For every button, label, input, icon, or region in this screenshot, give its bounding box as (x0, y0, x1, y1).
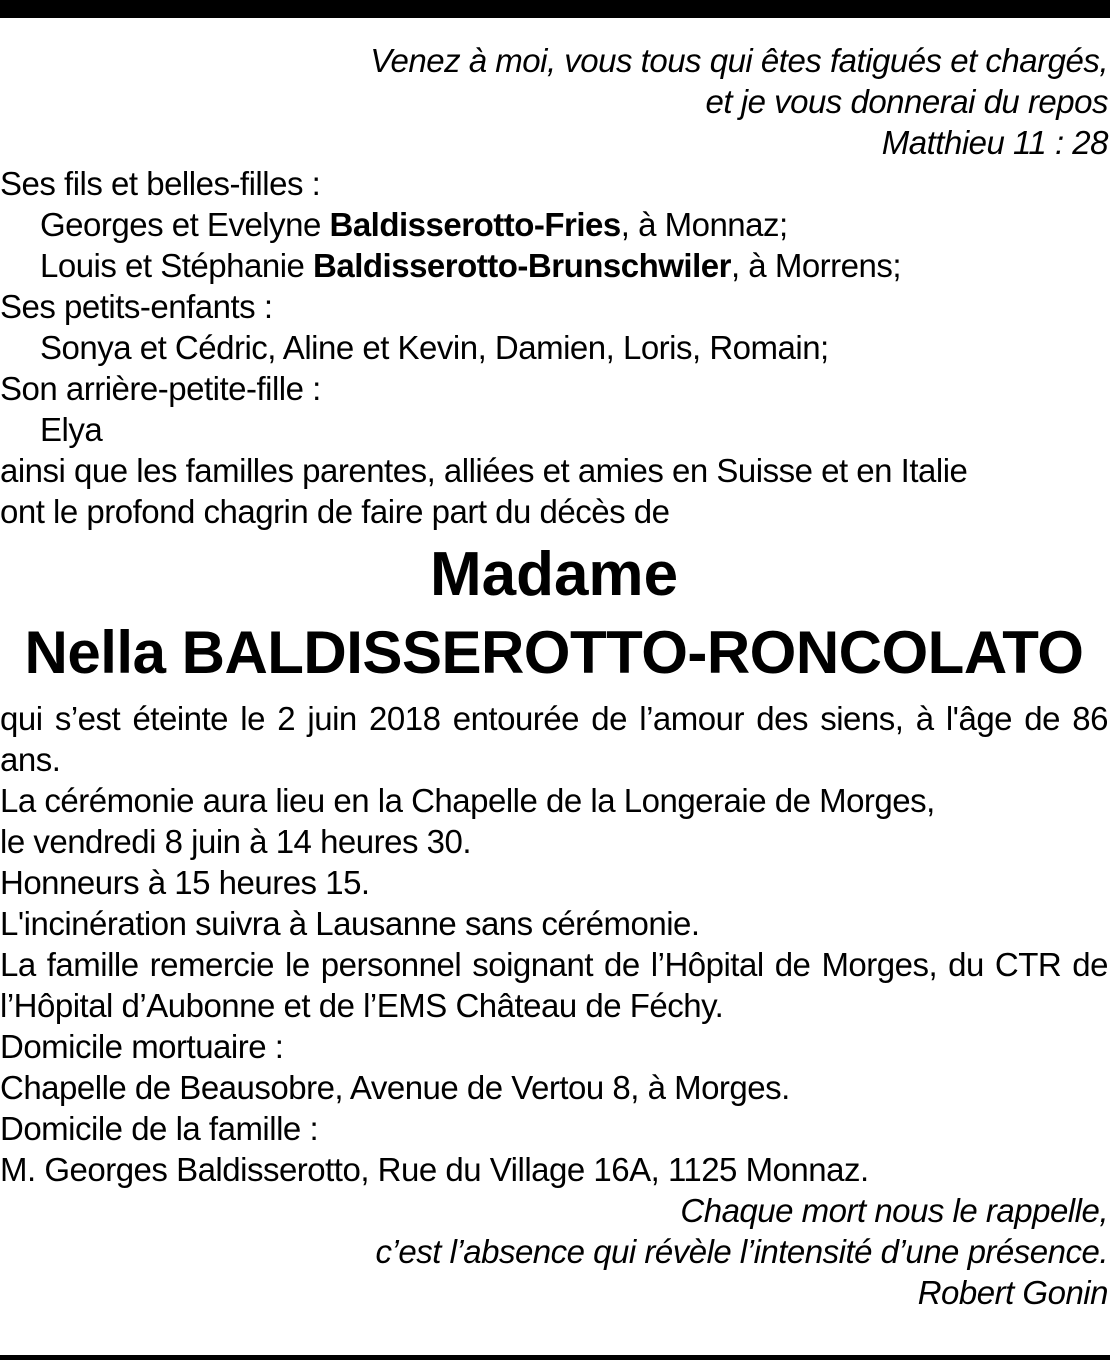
son-2-surname: Baldisserotto-Brunschwiler (313, 247, 731, 284)
closing-quote-author: Robert Gonin (917, 1274, 1108, 1311)
great-grandchild-heading: Son arrière-petite-fille : (0, 370, 321, 407)
son-2-names: Louis et Stéphanie (40, 247, 314, 284)
son-1-surname: Baldisserotto-Fries (329, 206, 621, 243)
son-1-place: , à Monnaz; (620, 206, 788, 243)
closing-quote-line-2: c’est l’absence qui révèle l’intensité d’une présence. (375, 1233, 1108, 1270)
notice-content (0, 40, 1108, 1313)
funeral-details (0, 698, 1108, 1190)
son-2-entry (0, 245, 1108, 286)
relatives-line-2: ont le profond chagrin de faire part du décès de (0, 493, 670, 530)
relatives-line-1: ainsi que les familles parentes, alliées et amies en Suisse et en Italie (0, 452, 968, 489)
closing-quote (0, 1190, 1108, 1313)
thanks-statement: La famille remercie le personnel soignant de l’Hôpital de Morges, du CTR de l’Hôpital d’Aubonne et de l’EMS Château de Féchy. (0, 946, 1108, 1024)
ceremony-line-1: La cérémonie aura lieu en la Chapelle de la Longeraie de Morges, (0, 782, 935, 819)
honours-time: Honneurs à 15 heures 15. (0, 864, 370, 901)
son-2-place: , à Morrens; (730, 247, 902, 284)
epigraph-reference: Matthieu 11 : 28 (881, 124, 1108, 161)
incineration-note: L'incinération suivra à Lausanne sans cérémonie. (0, 905, 700, 942)
deceased-name: Nella BALDISSEROTTO-RONCOLATO (24, 619, 1084, 686)
closing-quote-line-1: Chaque mort nous le rappelle, (680, 1192, 1108, 1229)
death-statement: qui s’est éteinte le 2 juin 2018 entourée de l’amour des siens, à l'âge de 86 ans. (0, 700, 1108, 778)
epigraph-line-1: Venez à moi, vous tous qui êtes fatigués et chargés, (370, 42, 1108, 79)
grandchildren-names: Sonya et Cédric, Aline et Kevin, Damien, Loris, Romain; (40, 329, 829, 366)
grandchildren-heading: Ses petits-enfants : (0, 288, 273, 325)
mortuary-address: Chapelle de Beausobre, Avenue de Vertou 8, à Morges. (0, 1069, 790, 1106)
top-border-rule (0, 0, 1110, 18)
epigraph-line-2: et je vous donnerai du repos (705, 83, 1108, 120)
great-grandchild-name: Elya (40, 411, 103, 448)
bottom-border-rule (0, 1355, 1110, 1360)
son-1-entry (0, 204, 1108, 245)
family-announcement (0, 163, 1108, 532)
son-1-names: Georges et Evelyne (40, 206, 330, 243)
ceremony-line-2: le vendredi 8 juin à 14 heures 30. (0, 823, 472, 860)
epigraph (0, 40, 1108, 163)
sons-heading: Ses fils et belles-filles : (0, 165, 321, 202)
deceased-name-block (0, 536, 1108, 692)
mortuary-heading: Domicile mortuaire : (0, 1028, 284, 1065)
family-home-heading: Domicile de la famille : (0, 1110, 319, 1147)
family-home-address: M. Georges Baldisserotto, Rue du Village 16A, 1125 Monnaz. (0, 1151, 869, 1188)
deceased-title: Madame (429, 540, 679, 609)
